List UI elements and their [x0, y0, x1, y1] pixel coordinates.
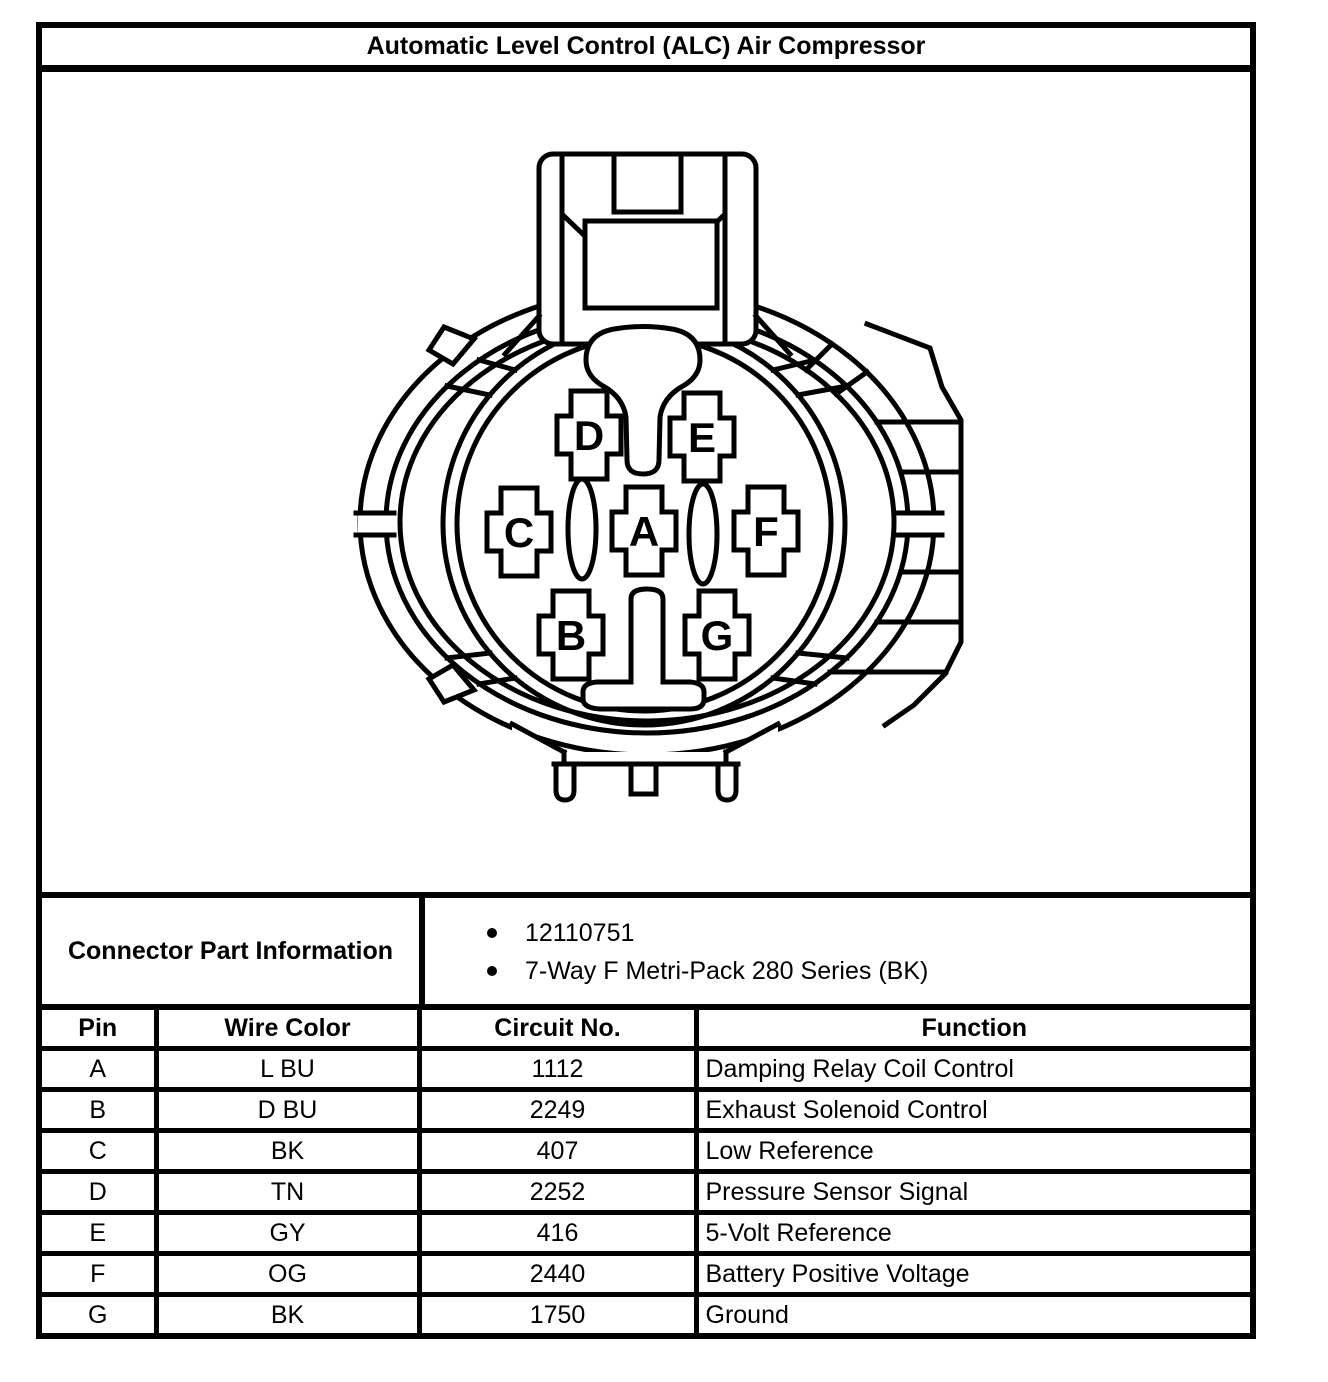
pin-table — [42, 1010, 1250, 1333]
cell-wire-color: GY — [156, 1213, 419, 1254]
cell-circuit-no: 2440 — [419, 1254, 696, 1295]
cell-pin: F — [42, 1254, 156, 1295]
pin-cavity-b — [539, 591, 603, 679]
cell-wire-color: TN — [156, 1172, 419, 1213]
connector-series: 7-Way F Metri-Pack 280 Series (BK) — [525, 956, 929, 985]
list-item — [487, 952, 1250, 990]
pin-label-d: D — [573, 412, 605, 459]
cell-pin: A — [42, 1049, 156, 1090]
pin-cavity-g — [685, 591, 749, 679]
cell-function: Pressure Sensor Signal — [696, 1172, 1250, 1213]
pin-cavity-a — [612, 487, 676, 575]
cell-function: Damping Relay Coil Control — [696, 1049, 1250, 1090]
pin-cavity-c — [487, 488, 551, 576]
cell-pin: G — [42, 1295, 156, 1334]
pin-label-b: B — [555, 612, 587, 659]
cell-wire-color: BK — [156, 1131, 419, 1172]
cell-function: Ground — [696, 1295, 1250, 1334]
cell-pin: D — [42, 1172, 156, 1213]
connector-info-sheet — [36, 22, 1256, 1339]
pin-cavity-f — [734, 487, 798, 575]
cell-pin: E — [42, 1213, 156, 1254]
pin-label-g: G — [700, 612, 734, 659]
index-slot-left — [568, 479, 596, 579]
header-row — [42, 1010, 1250, 1049]
cell-circuit-no: 2252 — [419, 1172, 696, 1213]
seal-gap-left — [356, 513, 394, 535]
pin-label-a: A — [628, 508, 660, 555]
cell-wire-color: D BU — [156, 1090, 419, 1131]
connector-part-info-row — [42, 898, 1250, 1010]
cell-circuit-no: 416 — [419, 1213, 696, 1254]
cell-circuit-no: 2249 — [419, 1090, 696, 1131]
page-title: Automatic Level Control (ALC) Air Compressor — [42, 28, 1250, 72]
cell-function: Exhaust Solenoid Control — [696, 1090, 1250, 1131]
col-header-wire-color: Wire Color — [156, 1010, 419, 1049]
list-item — [487, 914, 1250, 952]
cell-function: 5-Volt Reference — [696, 1213, 1250, 1254]
side-tab-lower-left — [429, 665, 474, 702]
connector-part-info-label: Connector Part Information — [42, 898, 425, 1004]
table-row — [42, 1213, 1250, 1254]
cell-circuit-no: 1750 — [419, 1295, 696, 1334]
col-header-circuit-no: Circuit No. — [419, 1010, 696, 1049]
table-row — [42, 1131, 1250, 1172]
cell-pin: B — [42, 1090, 156, 1131]
cell-pin: C — [42, 1131, 156, 1172]
cell-circuit-no: 407 — [419, 1131, 696, 1172]
cell-wire-color: BK — [156, 1295, 419, 1334]
cell-wire-color: L BU — [156, 1049, 419, 1090]
pin-label-f: F — [753, 508, 779, 555]
table-row — [42, 1254, 1250, 1295]
pin-cavity-d — [557, 391, 621, 479]
table-row — [42, 1295, 1250, 1334]
table-row — [42, 1172, 1250, 1213]
pin-label-c: C — [503, 509, 535, 556]
cell-wire-color: OG — [156, 1254, 419, 1295]
table-row — [42, 1090, 1250, 1131]
table-row — [42, 1049, 1250, 1090]
col-header-pin: Pin — [42, 1010, 156, 1049]
col-header-function: Function — [696, 1010, 1250, 1049]
connector-diagram — [42, 72, 1250, 892]
index-slot-right — [689, 484, 717, 584]
part-number: 12110751 — [525, 918, 635, 947]
seal-gap-right — [898, 513, 942, 535]
diagram-cell — [42, 72, 1250, 898]
pin-label-e: E — [687, 414, 717, 461]
side-tab-upper-left — [429, 327, 474, 364]
connector-part-info-items — [425, 898, 1250, 1004]
cell-function: Low Reference — [696, 1131, 1250, 1172]
pin-cavity-e — [670, 393, 734, 481]
bullet-icon — [487, 966, 497, 976]
cell-circuit-no: 1112 — [419, 1049, 696, 1090]
bullet-icon — [487, 928, 497, 938]
connector-latch — [505, 154, 790, 354]
cell-function: Battery Positive Voltage — [696, 1254, 1250, 1295]
